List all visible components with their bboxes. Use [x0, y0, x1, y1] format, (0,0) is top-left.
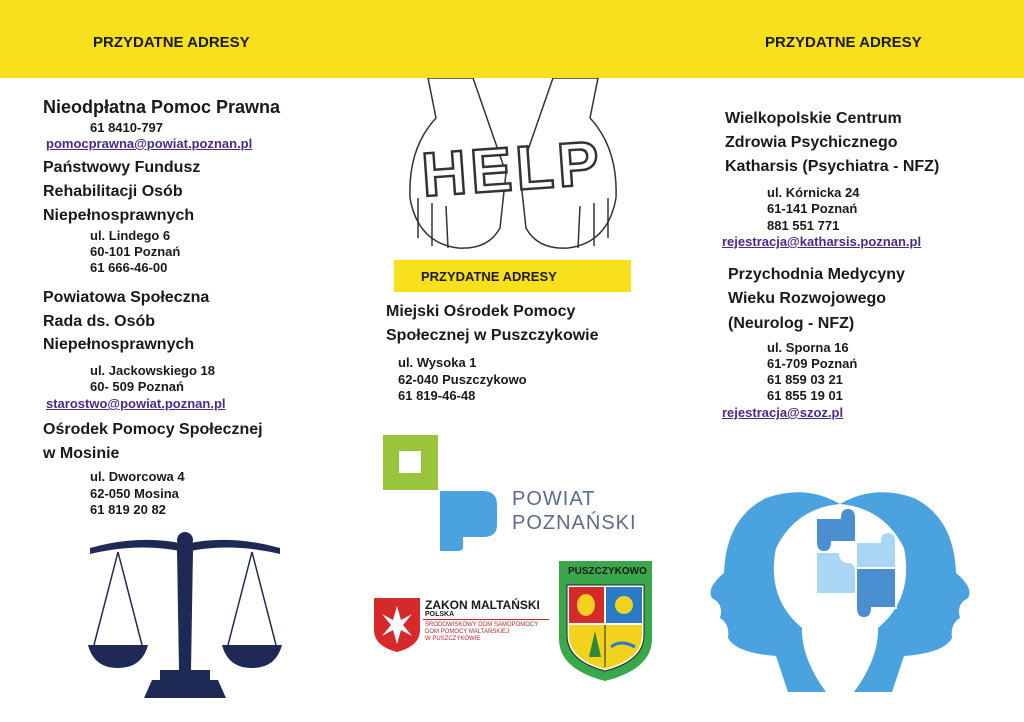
phone: 61 666-46-00 [90, 260, 168, 275]
street: ul. Wysoka 1 [398, 355, 477, 370]
street: ul. Lindego 6 [90, 228, 171, 243]
email-link[interactable]: starostwo@powiat.poznan.pl [46, 396, 226, 411]
org-name-line: Państwowy Fundusz [43, 159, 201, 176]
street: ul. Jackowskiego 18 [90, 363, 216, 378]
maltanski-rule [423, 619, 549, 620]
maltanski-line: ŚRODOWISKOWY DOM SAMOPOMOCY [425, 622, 539, 628]
org-name-line: (Neurolog - NFZ) [728, 315, 855, 332]
org-name-line: Niepełnosprawnych [43, 336, 195, 353]
puszczykowo-label: PUSZCZYKOWO [568, 566, 647, 577]
org-name-line: Przychodnia Medycyny [728, 266, 905, 283]
org-name-line: Wieku Rozwojowego [728, 290, 887, 307]
scales-of-justice-icon [80, 530, 290, 705]
org-name-line: Powiatowa Społeczna [43, 289, 210, 306]
powiat-logo-text-1: POWIAT [512, 488, 596, 510]
city: 60-101 Poznań [90, 244, 181, 259]
city: 61-141 Poznań [767, 201, 858, 216]
puszczykowo-coat-of-arms-icon [559, 561, 652, 681]
maltese-cross-shield-icon [374, 598, 420, 652]
maltanski-title: ZAKON MALTAŃSKI [425, 598, 540, 612]
org-name-line: Miejski Ośrodek Pomocy [386, 303, 576, 320]
org-name-line: Katharsis (Psychiatra - NFZ) [725, 158, 940, 175]
email-link[interactable]: rejestracja@katharsis.poznan.pl [722, 234, 922, 249]
org-name-line: Społecznej w Puszczykowie [386, 327, 599, 344]
street: ul. Kórnicka 24 [767, 185, 860, 200]
email-link[interactable]: pomocprawna@powiat.poznan.pl [46, 136, 253, 151]
org-name-line: Ośrodek Pomocy Społecznej [43, 421, 263, 438]
phone: 61 8410-797 [90, 120, 164, 135]
org-name-line: Zdrowia Psychicznego [725, 134, 898, 151]
help-hands-illustration [388, 78, 638, 250]
street: ul. Sporna 16 [767, 340, 849, 355]
phone: 61 819 20 82 [90, 502, 166, 517]
org-name-pomoc-prawna: Nieodpłatna Pomoc Prawna [43, 97, 281, 117]
powiat-logo-text-2: POZNAŃSKI [512, 512, 637, 534]
city: 61-709 Poznań [767, 356, 858, 371]
city: 60- 509 Poznań [90, 379, 184, 394]
org-name-line: Wielkopolskie Centrum [725, 110, 902, 127]
phone: 61 859 03 21 [767, 372, 843, 387]
org-name-line: w Mosinie [43, 445, 120, 462]
heads-puzzle-illustration [706, 478, 974, 692]
org-name-line: Niepełnosprawnych [43, 207, 195, 224]
phone: 881 551 771 [767, 218, 840, 233]
center-banner-title: PRZYDATNE ADRESY [421, 269, 557, 284]
header-title-left: PRZYDATNE ADRESY [93, 34, 250, 51]
phone: 61 855 19 01 [767, 388, 843, 403]
email-link[interactable]: rejestracja@szoz.pl [722, 405, 844, 420]
city: 62-050 Mosina [90, 486, 179, 501]
header-title-right: PRZYDATNE ADRESY [765, 34, 922, 51]
powiat-logo-icon [383, 433, 501, 551]
maltanski-line: W PUSZCZYKOWIE [425, 636, 481, 642]
city: 62-040 Puszczykowo [398, 372, 527, 387]
street: ul. Dworcowa 4 [90, 469, 185, 484]
maltanski-sub: POLSKA [425, 611, 455, 618]
help-text: HELP [419, 128, 606, 211]
org-name-line: Rada ds. Osób [43, 313, 156, 330]
org-name-line: Rehabilitacji Osób [43, 183, 183, 200]
phone: 61 819-46-48 [398, 388, 476, 403]
maltanski-line: DOM POMOCY MALTAŃSKIEJ [425, 629, 510, 635]
